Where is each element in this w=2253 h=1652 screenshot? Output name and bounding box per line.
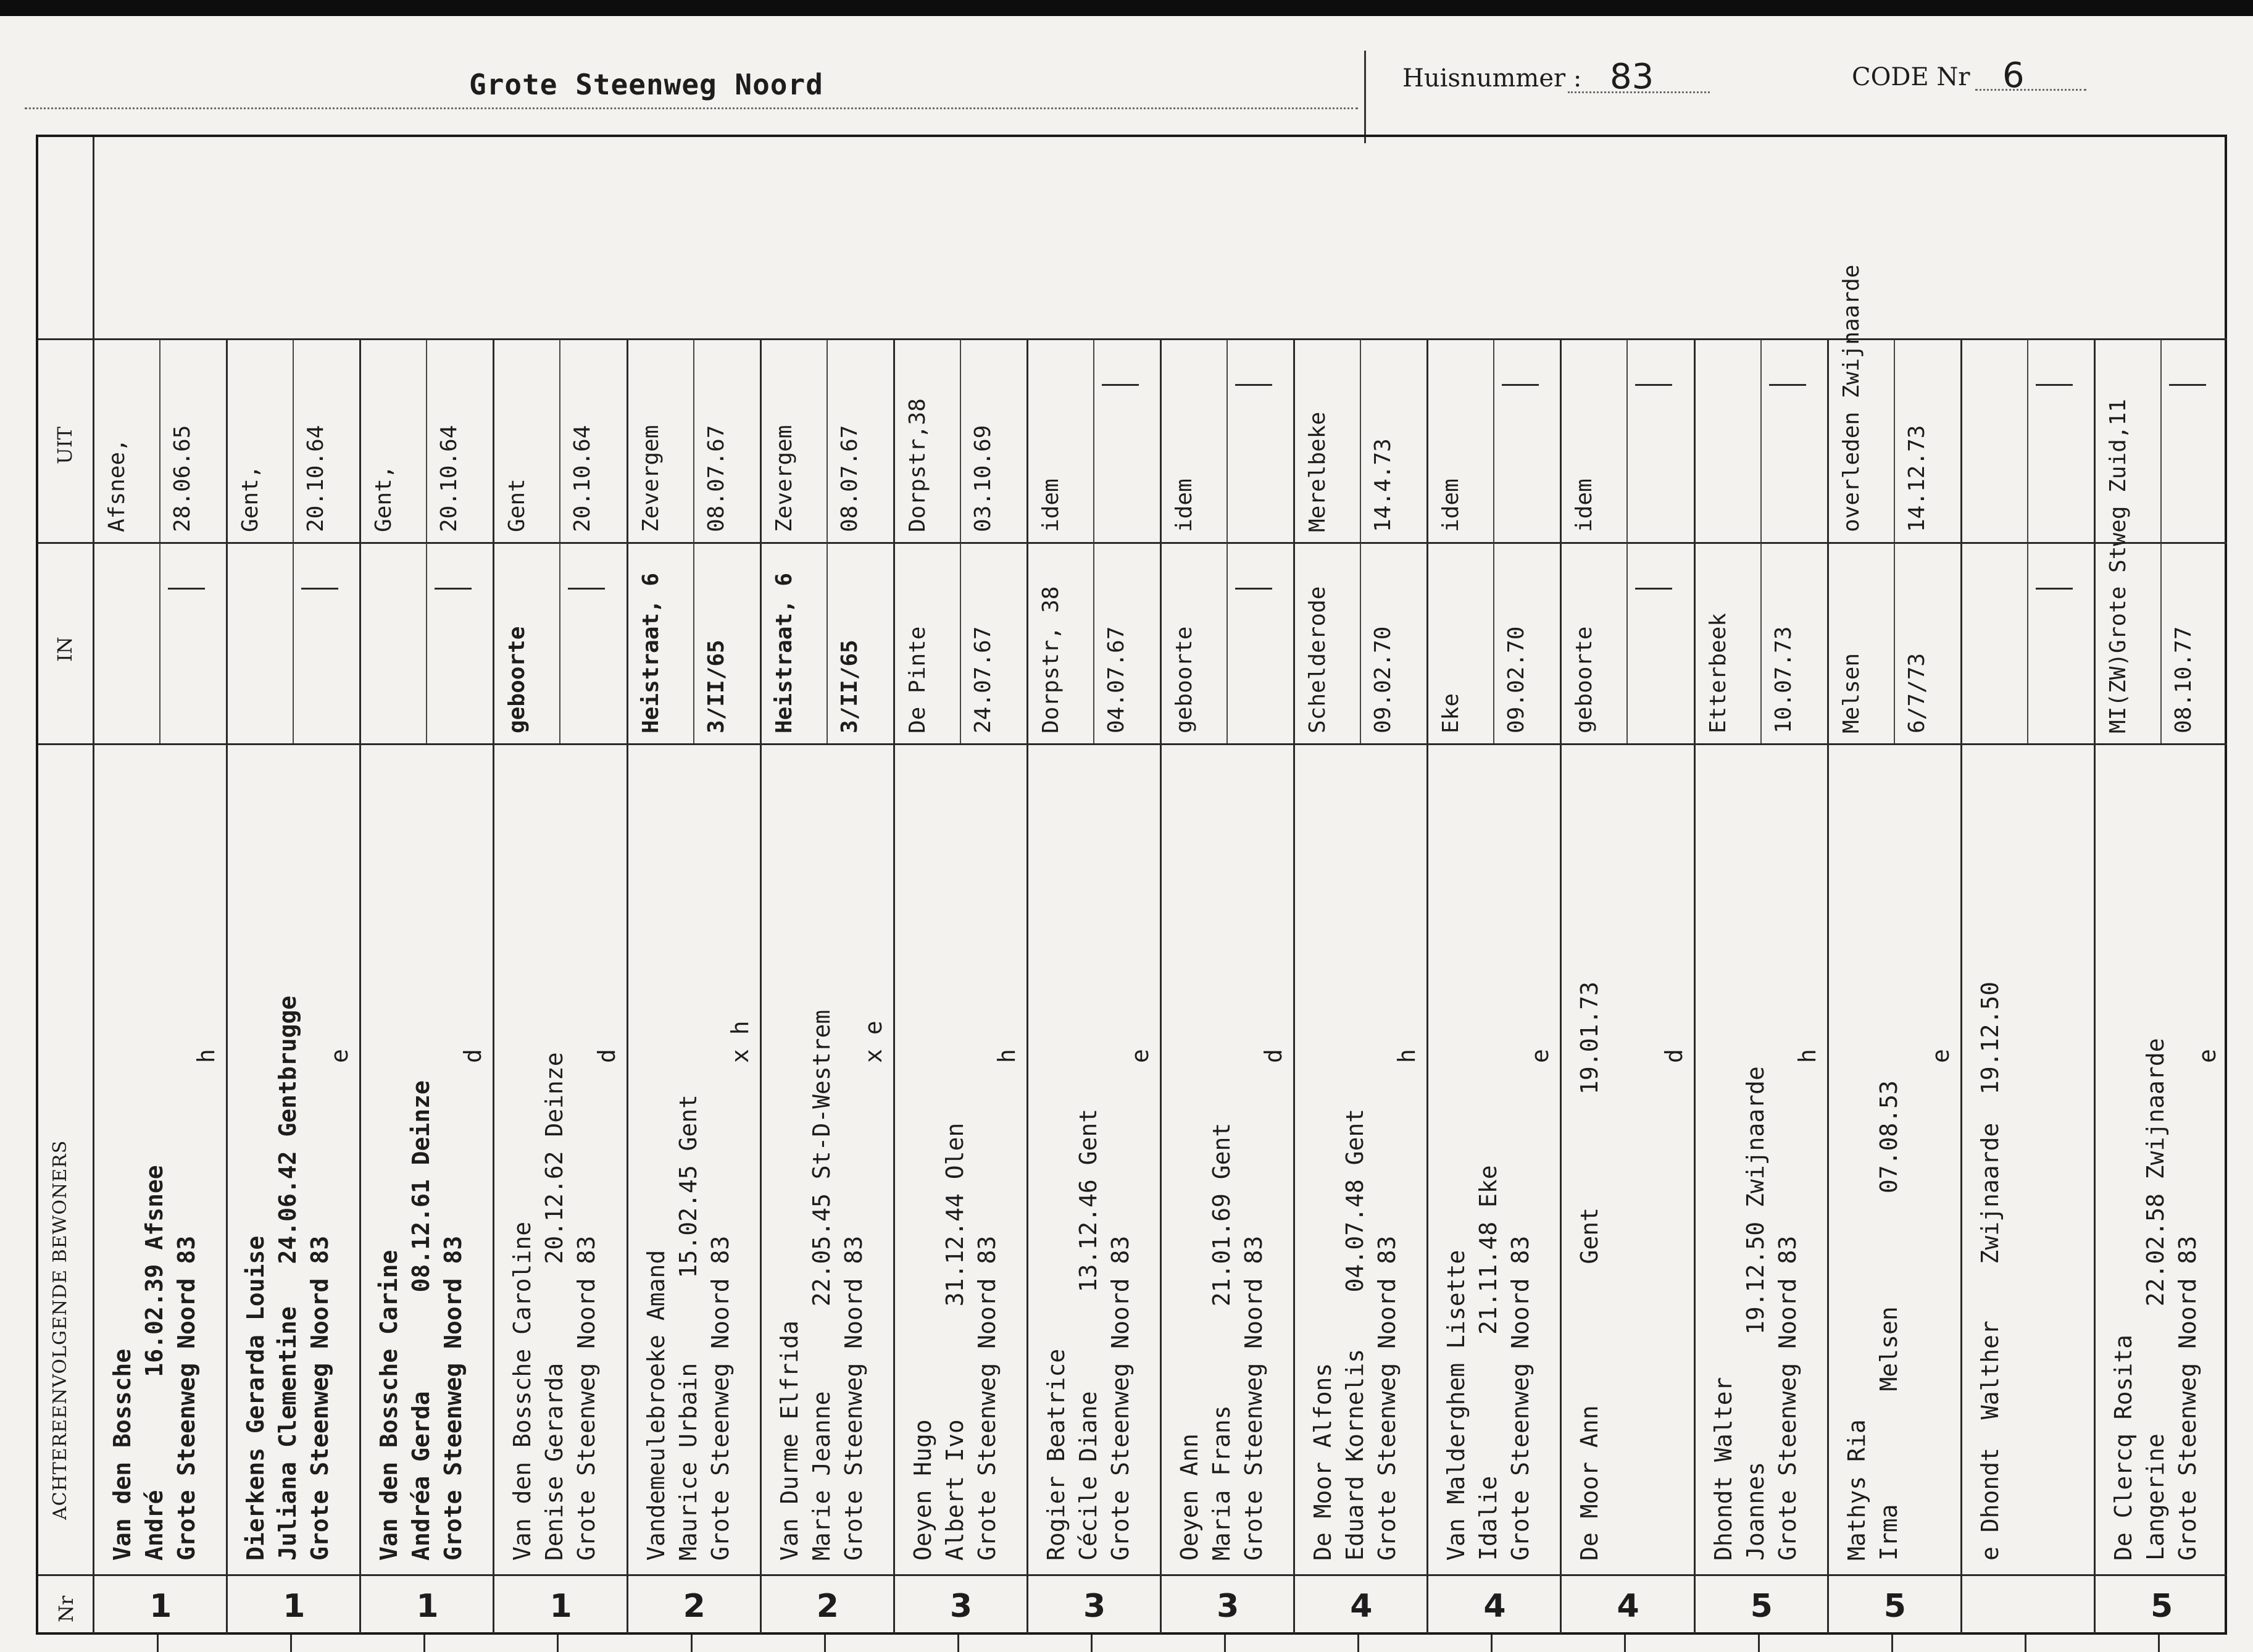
- cell-subdivider: [1093, 543, 1094, 743]
- cell-subdivider: [1493, 340, 1494, 542]
- household-code: h: [1793, 1049, 1821, 1063]
- bottom-tick: [1224, 1635, 1226, 1652]
- out-place: idem: [1038, 478, 1064, 532]
- out-place: idem: [1572, 478, 1597, 532]
- cell-subdivider: [693, 340, 694, 542]
- resident-entry: [106, 1165, 202, 1561]
- in-place: Schelderode: [1305, 586, 1331, 733]
- cell-subdivider: [960, 340, 961, 542]
- row-divider: [1960, 338, 1962, 1633]
- row-number: 2: [683, 1588, 706, 1625]
- out-place: Dorpstr,38: [904, 398, 930, 532]
- resident-line: Irma Melsen 07.08.53: [1875, 1080, 1902, 1561]
- empty-dash: [1502, 384, 1539, 386]
- resident-line: Rogier Beatrice: [1042, 1348, 1070, 1561]
- cell-subdivider: [1760, 340, 1762, 542]
- row-number: 1: [283, 1588, 306, 1625]
- resident-entry: [1440, 1165, 1536, 1561]
- resident-line: Van Malderghem Lisette: [1443, 1249, 1470, 1561]
- cell-subdivider: [1226, 543, 1228, 743]
- out-date: 14.12.73: [1904, 425, 1930, 532]
- in-date: 04.07.67: [1103, 626, 1129, 733]
- residents-column-label: ACHTEREENVOLGENDE BEWONERS: [49, 1140, 71, 1520]
- resident-line: Andréa Gerda 08.12.61 Deinze: [407, 1080, 435, 1561]
- empty-dash: [2036, 588, 2073, 590]
- uit-label-top: [38, 338, 93, 340]
- household-code: d: [1660, 1049, 1688, 1063]
- cell-subdivider: [1760, 543, 1762, 743]
- household-code: e: [1126, 1049, 1154, 1063]
- cell-subdivider: [159, 340, 160, 542]
- in-place: De Pinte: [904, 626, 930, 733]
- bottom-tick-marks: [36, 1635, 2227, 1652]
- cell-subdivider: [1226, 340, 1228, 542]
- in-date: 24.07.67: [970, 626, 996, 733]
- in-top-line: [38, 542, 2227, 544]
- resident-line: André 16.02.39 Afsnee: [141, 1165, 168, 1561]
- resident-line: Grote Steenweg Noord 83: [1240, 1235, 1267, 1561]
- resident-line: Grote Steenweg Noord 83: [973, 1235, 1001, 1561]
- out-place: Zevergem: [638, 425, 664, 532]
- cell-subdivider: [293, 543, 294, 743]
- row-divider: [1827, 338, 1829, 1633]
- resident-entry: [239, 996, 336, 1561]
- resident-line: Grote Steenweg Noord 83: [439, 1235, 467, 1561]
- house-number-label: Huisnummer :: [1402, 64, 1582, 93]
- household-code: d: [459, 1049, 487, 1063]
- in-date: 09.02.70: [1370, 626, 1396, 733]
- household-code: e: [326, 1049, 354, 1063]
- resident-line: Grote Steenweg Noord 83: [2173, 1235, 2201, 1561]
- row-number: 5: [1750, 1588, 1773, 1625]
- bottom-tick: [2025, 1635, 2026, 1652]
- cell-subdivider: [2160, 340, 2162, 542]
- resident-line: Denise Gerarda 20.12.62 Deinze: [541, 1052, 568, 1561]
- out-place: Afsnee,: [104, 438, 130, 532]
- out-date: 28.06.65: [170, 425, 196, 532]
- in-date: 09.02.70: [1504, 626, 1530, 733]
- resident-line: Van den Bossche: [109, 1348, 136, 1561]
- resident-entry: [506, 1052, 602, 1561]
- out-date: 03.10.69: [970, 425, 996, 532]
- resident-line: Grote Steenweg Noord 83: [1773, 1235, 1801, 1561]
- resident-line: Maria Frans 21.01.69 Gent: [1208, 1122, 1235, 1561]
- out-place: Merelbeke: [1305, 411, 1331, 532]
- resident-line: Van den Bossche Caroline: [509, 1221, 536, 1561]
- bottom-tick: [423, 1635, 425, 1652]
- resident-line: De Clercq Rosita: [2109, 1334, 2137, 1561]
- row-number: 3: [1083, 1588, 1106, 1625]
- cell-subdivider: [1894, 543, 1895, 743]
- cell-subdivider: [159, 543, 160, 743]
- form-header: [0, 16, 2253, 133]
- in-place: Heistraat, 6: [638, 572, 664, 733]
- row-number: 5: [1883, 1588, 1906, 1625]
- resident-line: Oeyen Ann: [1176, 1433, 1203, 1561]
- empty-dash: [168, 588, 205, 590]
- row-number: 4: [1350, 1588, 1373, 1625]
- resident-line: Grote Steenweg Noord 83: [1106, 1235, 1134, 1561]
- in-date: 3/II/65: [703, 640, 729, 733]
- empty-dash: [568, 588, 605, 590]
- resident-entry: [373, 1080, 469, 1561]
- row-number: 2: [816, 1588, 839, 1625]
- empty-dash: [1235, 384, 1272, 386]
- out-place: Gent,: [238, 465, 264, 532]
- in-place: geboorte: [1572, 626, 1597, 733]
- resident-line: Albert Ivo 31.12.44 Olen: [941, 1122, 968, 1561]
- resident-line: Van Durme Elfrida: [775, 1320, 803, 1561]
- household-code: h: [1393, 1049, 1421, 1063]
- cell-subdivider: [559, 543, 560, 743]
- out-date: 20.10.64: [570, 425, 596, 532]
- out-place: idem: [1172, 478, 1197, 532]
- resident-entry: [1040, 1109, 1136, 1561]
- cell-subdivider: [1360, 340, 1361, 542]
- scan-top-border: [0, 0, 2253, 16]
- household-code: e: [1926, 1049, 1954, 1063]
- empty-dash: [435, 588, 472, 590]
- resident-line: Dierkens Gerarda Louise: [242, 1235, 270, 1561]
- cell-subdivider: [559, 340, 560, 542]
- nr-top-line: [38, 1574, 2227, 1576]
- code-label: CODE Nr: [1852, 63, 1970, 91]
- resident-line: Grote Steenweg Noord 83: [173, 1235, 200, 1561]
- out-place: overleden Zwijnaarde: [1838, 264, 1864, 532]
- household-code: x e: [859, 1020, 887, 1063]
- resident-line: Grote Steenweg Noord 83: [706, 1235, 734, 1561]
- cell-subdivider: [693, 543, 694, 743]
- household-code: d: [593, 1049, 620, 1063]
- resident-line: Eduard Kornelis 04.07.48 Gent: [1341, 1108, 1369, 1561]
- in-column-label: IN: [53, 636, 77, 662]
- row-number: 4: [1617, 1588, 1639, 1625]
- resident-entry: [1974, 982, 2006, 1561]
- resident-line: Grote Steenweg Noord 83: [1507, 1235, 1535, 1561]
- resident-entry: [1841, 1080, 1905, 1561]
- row-number: 3: [949, 1588, 972, 1625]
- in-place: Heistraat, 6: [771, 572, 797, 733]
- out-place: idem: [1438, 478, 1464, 532]
- resident-line: Van den Bossche Carine: [375, 1249, 403, 1561]
- empty-dash: [2169, 384, 2206, 386]
- resident-line: Grote Steenweg Noord 83: [1373, 1235, 1401, 1561]
- row-divider: [2094, 338, 2096, 1633]
- street-name: Grote Steenweg Noord: [469, 68, 823, 101]
- in-place: Melsen: [1838, 653, 1864, 733]
- cell-subdivider: [1894, 340, 1895, 542]
- cell-subdivider: [1493, 543, 1494, 743]
- row-divider: [1160, 338, 1162, 1633]
- resident-line: Juliana Clementine 24.06.42 Gentbrugge: [274, 995, 302, 1561]
- resident-line: Idalie 21.11.48 Eke: [1475, 1165, 1502, 1561]
- resident-entry: [640, 1095, 736, 1561]
- resident-line: Grote Steenweg Noord 83: [573, 1235, 601, 1561]
- in-place: MI(ZW)Grote Stweg Zuid,11: [2105, 399, 2131, 733]
- row-divider: [1560, 338, 1562, 1633]
- out-place: Zevergem: [771, 425, 797, 532]
- resident-entry: [1707, 1066, 1804, 1561]
- resident-entry: [1573, 982, 1605, 1561]
- out-date: 20.10.64: [436, 425, 462, 532]
- resident-line: Joannes 19.12.50 Zwijnaarde: [1741, 1066, 1769, 1561]
- bottom-tick: [1357, 1635, 1359, 1652]
- bottom-tick: [1624, 1635, 1626, 1652]
- cell-subdivider: [1360, 543, 1361, 743]
- resident-entry: [2107, 1038, 2204, 1561]
- row-divider: [1293, 338, 1295, 1633]
- resident-line: De Moor Alfons: [1309, 1362, 1337, 1561]
- row-number: 3: [1217, 1588, 1239, 1625]
- row-number: 5: [2150, 1588, 2173, 1625]
- cell-subdivider: [2027, 340, 2028, 542]
- resident-line: De Moor Ann Gent 19.01.73: [1576, 982, 1604, 1561]
- household-code: e: [1526, 1049, 1554, 1063]
- bottom-tick: [691, 1635, 693, 1652]
- household-code: e: [2194, 1049, 2221, 1063]
- cell-subdivider: [1093, 340, 1094, 542]
- household-code: h: [993, 1049, 1020, 1063]
- row-divider: [359, 338, 361, 1633]
- cell-subdivider: [2160, 543, 2162, 743]
- row-divider: [493, 338, 494, 1633]
- bottom-tick: [1758, 1635, 1760, 1652]
- residents-top-line: [38, 743, 2227, 745]
- in-date: 10.07.73: [1770, 626, 1796, 733]
- out-date: 08.07.67: [703, 425, 729, 532]
- register-sheet: [36, 135, 2227, 1635]
- row-divider: [1694, 338, 1696, 1633]
- out-date: 20.10.64: [303, 425, 329, 532]
- out-place: Gent: [504, 478, 530, 532]
- resident-line: e Dhondt Walther Zwijnaarde 19.12.50: [1976, 982, 2004, 1561]
- cell-subdivider: [1626, 543, 1628, 743]
- bottom-tick: [1091, 1635, 1093, 1652]
- empty-dash: [1235, 588, 1272, 590]
- row-divider: [1027, 338, 1028, 1633]
- resident-entry: [1173, 1123, 1270, 1561]
- row-number: 1: [416, 1588, 439, 1625]
- cell-subdivider: [827, 543, 828, 743]
- uit-column-label: UIT: [53, 427, 77, 464]
- in-place: Dorpstr, 38: [1038, 586, 1064, 733]
- header-divider: [1364, 51, 1366, 143]
- empty-dash: [2036, 384, 2073, 386]
- house-number-value: 83: [1610, 57, 1654, 97]
- cell-subdivider: [426, 340, 427, 542]
- resident-line: Maurice Urbain 15.02.45 Gent: [674, 1095, 702, 1561]
- row-divider: [760, 338, 762, 1633]
- bottom-tick: [157, 1635, 159, 1652]
- resident-line: Mathys Ria: [1843, 1419, 1870, 1561]
- empty-dash: [301, 588, 338, 590]
- empty-dash: [1769, 384, 1806, 386]
- resident-entry: [773, 1010, 870, 1561]
- empty-dash: [1635, 588, 1672, 590]
- in-place: Eke: [1438, 693, 1464, 733]
- bottom-tick: [1891, 1635, 1893, 1652]
- in-place: Etterbeek: [1705, 612, 1731, 733]
- cell-subdivider: [426, 543, 427, 743]
- in-place: geboorte: [1172, 626, 1197, 733]
- empty-dash: [1635, 384, 1672, 386]
- out-place: Gent,: [371, 465, 397, 532]
- resident-line: Grote Steenweg Noord 83: [306, 1235, 334, 1561]
- resident-entry: [1307, 1109, 1403, 1561]
- label-column-divider: [93, 137, 94, 1633]
- bottom-tick: [2158, 1635, 2160, 1652]
- row-number: 1: [549, 1588, 572, 1625]
- out-date: 14.4.73: [1370, 438, 1396, 532]
- resident-line: Dhondt Walter: [1709, 1377, 1737, 1561]
- row-number: 4: [1483, 1588, 1506, 1625]
- resident-line: Langerine 22.02.58 Zwijnaarde: [2141, 1038, 2169, 1561]
- in-place: geboorte: [504, 626, 530, 733]
- resident-line: Oeyen Hugo: [909, 1419, 936, 1561]
- household-code: h: [193, 1049, 220, 1063]
- row-divider: [1426, 338, 1428, 1633]
- household-code: d: [1260, 1049, 1288, 1063]
- cell-subdivider: [960, 543, 961, 743]
- resident-line: Vandemeulebroeke Amand: [642, 1249, 670, 1561]
- row-divider: [226, 338, 228, 1633]
- code-dots: [1975, 89, 2086, 91]
- row-divider: [627, 338, 628, 1633]
- resident-line: Marie Jeanne 22.05.45 St-D-Westrem: [807, 1009, 835, 1561]
- row-number: 1: [149, 1588, 172, 1625]
- in-date: 6/7/73: [1904, 653, 1930, 733]
- cell-subdivider: [827, 340, 828, 542]
- street-dotted-line: [25, 107, 1358, 109]
- bottom-tick: [557, 1635, 559, 1652]
- bottom-tick: [957, 1635, 959, 1652]
- empty-dash: [1102, 384, 1139, 386]
- cell-subdivider: [1626, 340, 1628, 542]
- resident-entry: [907, 1123, 1003, 1561]
- nr-column-label: Nr: [54, 1595, 78, 1622]
- cell-subdivider: [293, 340, 294, 542]
- household-code: x h: [726, 1020, 754, 1063]
- code-value: 6: [2002, 56, 2025, 96]
- in-date: 3/II/65: [836, 640, 862, 733]
- out-date: 08.07.67: [836, 425, 862, 532]
- cell-subdivider: [2027, 543, 2028, 743]
- bottom-tick: [1491, 1635, 1493, 1652]
- bottom-tick: [290, 1635, 292, 1652]
- resident-line: Cécile Diane 13.12.46 Gent: [1074, 1108, 1102, 1561]
- bottom-tick: [824, 1635, 826, 1652]
- in-date: 08.10.77: [2170, 626, 2196, 733]
- resident-line: Grote Steenweg Noord 83: [839, 1235, 867, 1561]
- row-divider: [893, 338, 895, 1633]
